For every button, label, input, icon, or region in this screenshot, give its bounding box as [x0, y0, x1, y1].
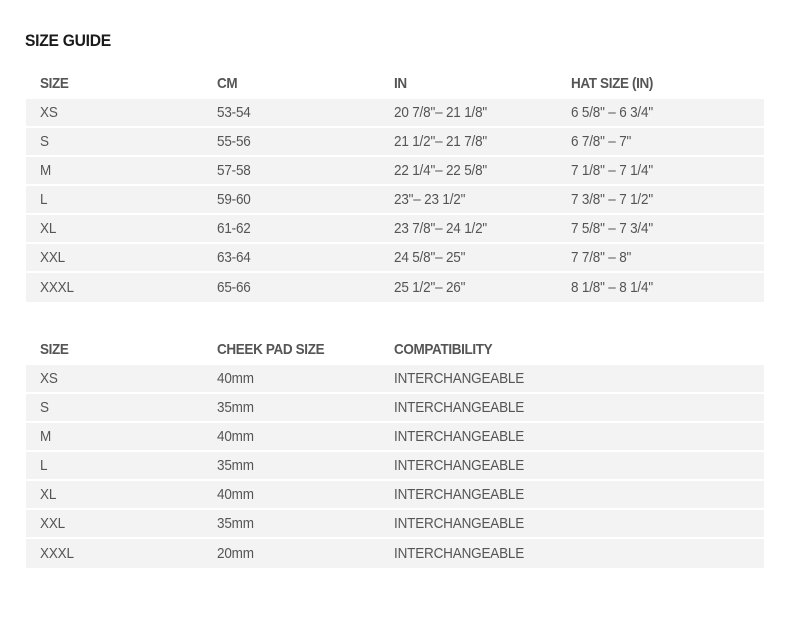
table-row	[26, 539, 764, 568]
table-cell	[203, 99, 380, 128]
table-cell	[26, 273, 203, 302]
table-cell-value: 40mm	[217, 370, 254, 387]
table-cell-value: 35mm	[217, 457, 254, 474]
table-cell	[380, 510, 557, 539]
table-cell-value: 6 5/8" – 6 3/4"	[571, 104, 653, 121]
table-cell	[380, 99, 557, 128]
table-cell-value: 40mm	[217, 486, 254, 503]
table-row	[26, 128, 764, 157]
table-cell-value: 20mm	[217, 545, 254, 562]
table-row	[26, 273, 764, 302]
column-header	[380, 334, 557, 365]
column-header	[557, 334, 764, 365]
table-cell	[26, 481, 203, 510]
table-cell	[203, 128, 380, 157]
table-cell-value: INTERCHANGEABLE	[394, 486, 525, 503]
table-cell-value: 63-64	[217, 249, 251, 266]
table-cell	[203, 186, 380, 215]
table-cell	[557, 423, 764, 452]
table-cell-value: INTERCHANGEABLE	[394, 515, 525, 532]
table-cell-value: M	[40, 162, 52, 179]
table-cell	[26, 510, 203, 539]
table-cell-value: 55-56	[217, 133, 251, 150]
table-cell	[380, 365, 557, 394]
table-cell	[203, 539, 380, 568]
table-cell-value: 65-66	[217, 279, 251, 296]
table-cell	[203, 423, 380, 452]
table-cell-value: INTERCHANGEABLE	[394, 457, 525, 474]
table-cell-value: 53-54	[217, 104, 251, 121]
table-cell-value: 8 1/8" – 8 1/4"	[571, 279, 653, 296]
table-cell	[557, 273, 764, 302]
table-cell	[203, 452, 380, 481]
table-cell-value: S	[40, 133, 49, 150]
table-cell	[557, 157, 764, 186]
table-cell	[380, 157, 557, 186]
column-header-label: CM	[217, 75, 238, 92]
table-cell	[557, 481, 764, 510]
table-cell-value: XS	[40, 370, 58, 387]
table-row	[26, 452, 764, 481]
table-cell	[26, 186, 203, 215]
table-cell-value: 21 1/2"– 21 7/8"	[394, 133, 488, 150]
table-cell	[380, 481, 557, 510]
table-cell-value: 40mm	[217, 428, 254, 445]
table-cell	[26, 215, 203, 244]
table-cell-value: XXXL	[40, 545, 74, 562]
table-cell-value: 7 5/8" – 7 3/4"	[571, 220, 653, 237]
table-cell-value: XL	[40, 486, 57, 503]
table-cell-value: 25 1/2"– 26"	[394, 279, 466, 296]
table-cell-value: 7 3/8" – 7 1/2"	[571, 191, 653, 208]
table-cell-value: 59-60	[217, 191, 251, 208]
table-cell	[203, 365, 380, 394]
table-cell	[380, 394, 557, 423]
cheek-pad-table	[26, 334, 764, 568]
table-row	[26, 394, 764, 423]
table-cell	[26, 365, 203, 394]
size-table	[26, 68, 764, 302]
table-cell	[380, 452, 557, 481]
table-cell-value: L	[40, 457, 48, 474]
column-header	[203, 68, 380, 99]
table-cell	[557, 186, 764, 215]
table-cell	[380, 539, 557, 568]
table-cell-value: 23 7/8"– 24 1/2"	[394, 220, 488, 237]
table-cell	[557, 215, 764, 244]
table-cell	[26, 99, 203, 128]
table-cell-value: 7 7/8" – 8"	[571, 249, 632, 266]
column-header	[26, 334, 203, 365]
table-cell-value: 6 7/8" – 7"	[571, 133, 632, 150]
table-cell-value: 20 7/8"– 21 1/8"	[394, 104, 488, 121]
table-cell-value: 35mm	[217, 399, 254, 416]
table-row	[26, 99, 764, 128]
table-cell	[203, 481, 380, 510]
table-cell-value: 7 1/8" – 7 1/4"	[571, 162, 653, 179]
table-header-row	[26, 334, 764, 365]
table-row	[26, 244, 764, 273]
table-cell	[26, 394, 203, 423]
table-cell	[557, 365, 764, 394]
table-cell-value: 22 1/4"– 22 5/8"	[394, 162, 488, 179]
table-cell-value: INTERCHANGEABLE	[394, 370, 525, 387]
column-header	[26, 68, 203, 99]
column-header	[557, 68, 764, 99]
column-header-label: SIZE	[40, 75, 69, 92]
column-header-label: HAT SIZE (IN)	[571, 75, 654, 92]
table-cell	[203, 157, 380, 186]
table-cell	[26, 452, 203, 481]
table-cell	[380, 273, 557, 302]
table-cell-value: XL	[40, 220, 57, 237]
column-header-label: COMPATIBILITY	[394, 341, 493, 358]
table-cell-value: INTERCHANGEABLE	[394, 428, 525, 445]
table-header-row	[26, 68, 764, 99]
table-cell	[203, 244, 380, 273]
table-cell-value: 23"– 23 1/2"	[394, 191, 466, 208]
table-cell-value: M	[40, 428, 52, 445]
table-cell-value: INTERCHANGEABLE	[394, 399, 525, 416]
table-cell	[203, 510, 380, 539]
table-cell	[557, 452, 764, 481]
table-cell	[380, 186, 557, 215]
table-cell	[26, 128, 203, 157]
table-cell-value: 57-58	[217, 162, 251, 179]
table-cell	[26, 423, 203, 452]
column-header	[380, 68, 557, 99]
table-cell-value: 61-62	[217, 220, 251, 237]
table-cell-value: INTERCHANGEABLE	[394, 545, 525, 562]
page-title: SIZE GUIDE	[25, 31, 111, 50]
table-cell	[203, 273, 380, 302]
table-cell-value: S	[40, 399, 49, 416]
table-cell	[380, 215, 557, 244]
column-header	[203, 334, 380, 365]
table-cell	[380, 244, 557, 273]
table-cell	[380, 423, 557, 452]
column-header-label: SIZE	[40, 341, 69, 358]
table-cell-value: XS	[40, 104, 58, 121]
table-row	[26, 215, 764, 244]
table-cell	[203, 215, 380, 244]
table-row	[26, 186, 764, 215]
table-cell	[26, 157, 203, 186]
table-cell-value: 24 5/8"– 25"	[394, 249, 466, 266]
table-row	[26, 423, 764, 452]
table-row	[26, 157, 764, 186]
table-cell	[557, 539, 764, 568]
table-cell-value: XXL	[40, 249, 65, 266]
table-cell-value: 35mm	[217, 515, 254, 532]
table-cell	[557, 99, 764, 128]
table-cell	[557, 244, 764, 273]
table-cell	[557, 394, 764, 423]
table-cell	[557, 128, 764, 157]
table-cell	[203, 394, 380, 423]
table-cell-value: L	[40, 191, 48, 208]
table-cell	[26, 539, 203, 568]
column-header-label: CHEEK PAD SIZE	[217, 341, 325, 358]
table-cell-value: XXXL	[40, 279, 74, 296]
table-cell	[380, 128, 557, 157]
table-row	[26, 481, 764, 510]
table-cell-value: XXL	[40, 515, 65, 532]
table-cell	[557, 510, 764, 539]
table-row	[26, 510, 764, 539]
table-row	[26, 365, 764, 394]
table-cell	[26, 244, 203, 273]
column-header-label: IN	[394, 75, 407, 92]
